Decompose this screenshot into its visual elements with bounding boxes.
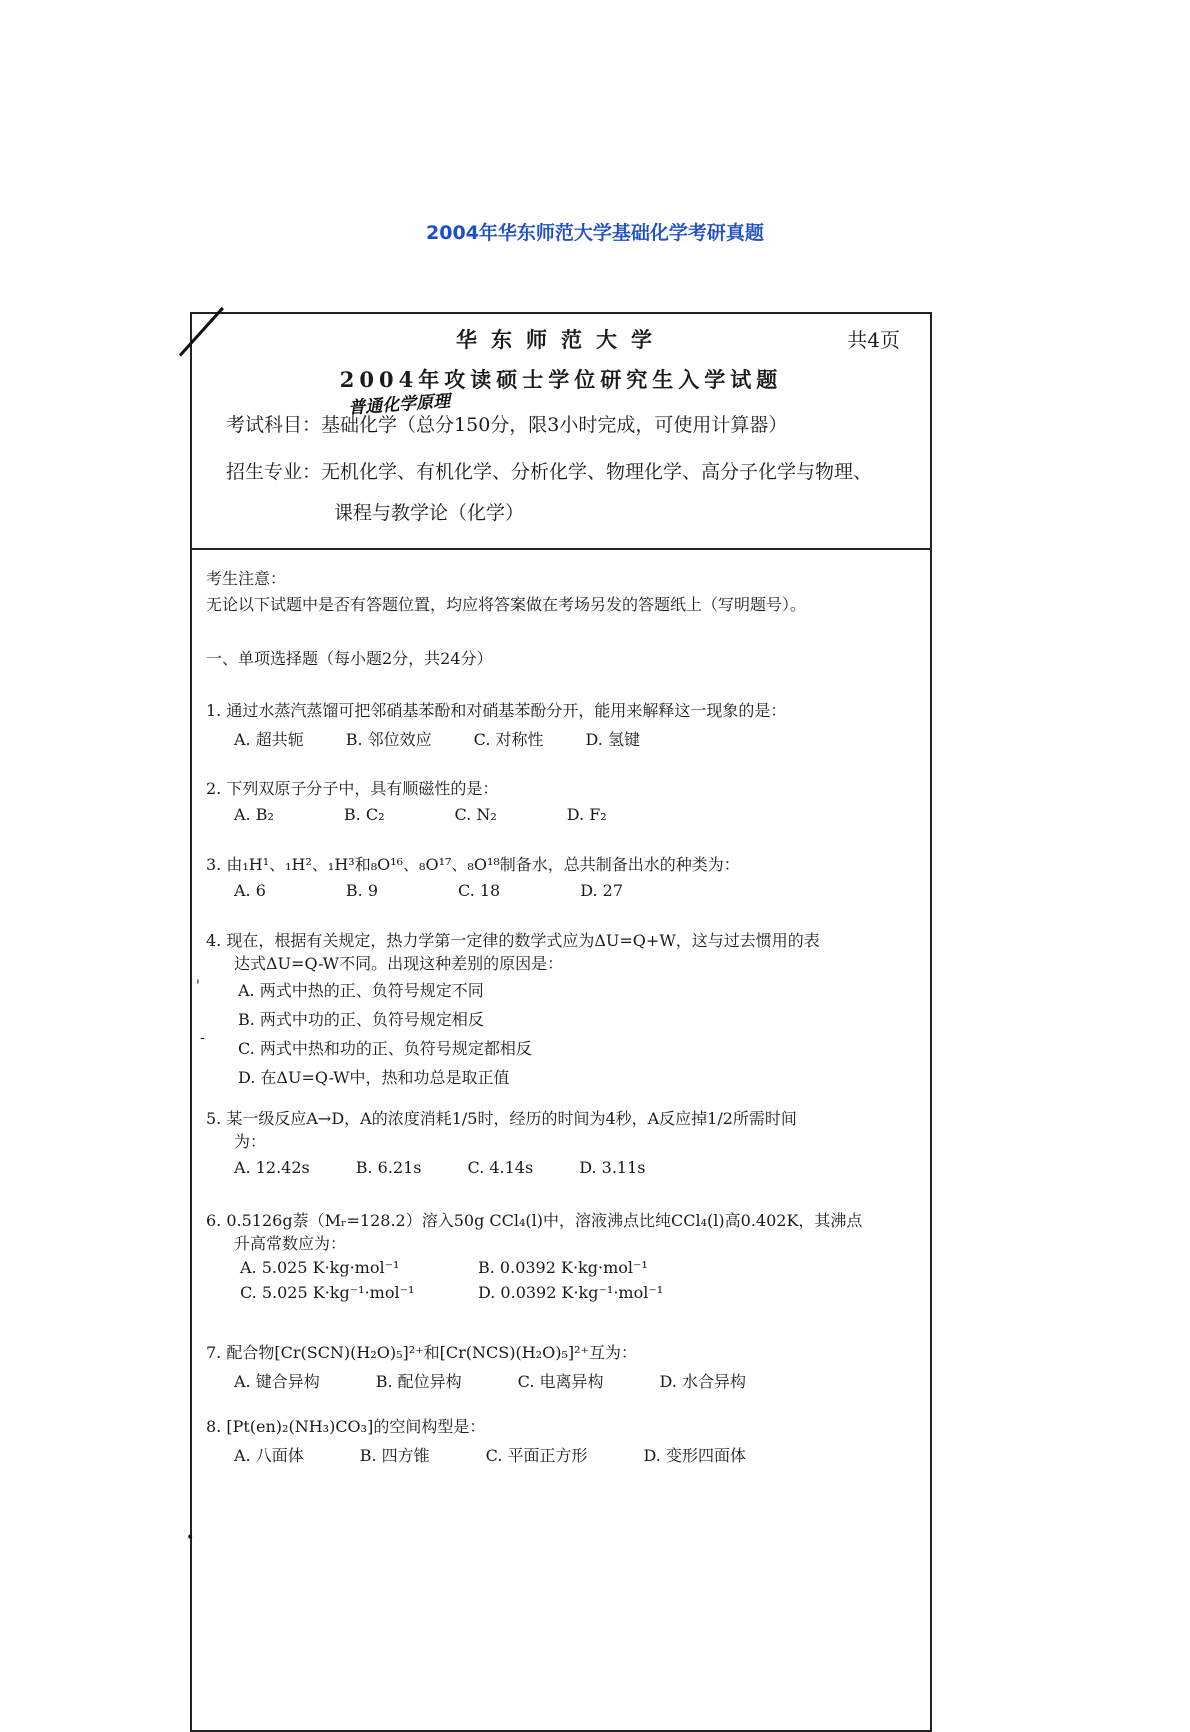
notice-title: 考生注意： [206,569,287,588]
exam-paper [190,312,932,1732]
major-label: 招生专业： [226,461,322,483]
option-b: B. 6.21s [355,1158,422,1177]
stray-mark: • [186,1530,195,1546]
exam-subject [226,410,787,437]
option-a: A. 超共轭 [234,730,304,749]
option-b: B. 两式中功的正、负符号规定相反 [238,1010,484,1029]
question-stem: 6. 0.5126g萘（Mᵣ=128.2）溶入50g CCl₄(l)中，溶液沸点比纯CCl₄(l)高0.402K，其沸点 [206,1211,863,1230]
major-line-2: 课程与教学论（化学） [334,502,525,524]
option-a: A. 两式中热的正、负符号规定不同 [238,981,484,1000]
major-line-1: 无机化学、有机化学、分析化学、物理化学、高分子化学与物理、 [321,461,873,483]
subject-text: 基础化学（总分150分，限3小时完成，可使用计算器） [321,414,788,436]
option-d: D. 氢键 [585,730,640,749]
option-d: D. 3.11s [579,1158,646,1177]
option-d: D. 变形四面体 [643,1446,746,1465]
option-c: C. 18 [458,881,501,900]
option-b: B. 9 [345,881,379,900]
option-b: B. C₂ [343,805,385,824]
subject-label: 考试科目： [226,414,322,436]
option-d: D. 27 [580,881,624,900]
option-b: B. 配位异构 [375,1372,462,1391]
document-title: 2004年华东师范大学基础化学考研真题 [426,222,764,244]
question-5 [206,1106,918,1177]
exam-header [192,314,930,550]
exam-name: 2004年攻读硕士学位研究生入学试题 [339,367,783,392]
option-c: C. 4.14s [467,1158,534,1177]
question-stem: 7. 配合物[Cr(SCN)(H₂O)₅]²⁺和[Cr(NCS)(H₂O)₅]²⁺互为： [206,1343,637,1362]
option-c: C. 对称性 [473,730,544,749]
question-stem: 3. 由₁H¹、₁H²、₁H³和₈O¹⁶、₈O¹⁷、₈O¹⁸制备水，总共制备出水的种类为： [206,855,740,874]
question-stem: 4. 现在，根据有关规定，热力学第一定律的数学式应为ΔU=Q+W，这与过去惯用的表 [206,931,820,950]
stray-mark: ' [196,978,200,994]
option-a: A. B₂ [234,805,274,824]
stray-mark: - [200,1030,205,1046]
handwritten-note: 普通化学原理 [347,391,451,419]
option-b: B. 0.0392 K·kg·mol⁻¹ [478,1258,648,1277]
option-b: B. 邻位效应 [345,730,432,749]
option-d: D. 在ΔU=Q-W中，热和功总是取正值 [238,1068,510,1087]
question-stem-cont: 达式ΔU=Q-W不同。出现这种差别的原因是： [234,954,564,973]
question-7 [206,1340,918,1392]
question-2 [206,776,918,824]
option-a: A. 12.42s [234,1158,310,1177]
question-stem-cont: 为： [234,1132,267,1151]
option-a: A. 6 [234,881,266,900]
question-6 [206,1208,918,1302]
question-stem-cont: 升高常数应为： [234,1234,347,1253]
option-a: A. 键合异构 [234,1372,320,1391]
question-stem: 1. 通过水蒸汽蒸馏可把邻硝基苯酚和对硝基苯酚分开，能用来解释这一现象的是： [206,701,787,720]
question-3 [206,852,918,900]
option-d: D. F₂ [566,805,607,824]
option-a: A. 5.025 K·kg·mol⁻¹ [240,1258,400,1277]
university-name: 华东师范大学 [456,327,666,352]
option-d: D. 0.0392 K·kg⁻¹·mol⁻¹ [478,1283,664,1302]
question-4 [206,928,918,1094]
question-1 [206,698,918,750]
option-d: D. 水合异构 [659,1372,746,1391]
section-heading: 一、单项选择题（每小题2分，共24分） [206,649,493,668]
exam-major [226,452,916,534]
question-stem: 8. [Pt(en)₂(NH₃)CO₃]的空间构型是： [206,1417,486,1436]
question-8 [206,1414,918,1466]
question-stem: 5. 某一级反应A→D，A的浓度消耗1/5时，经历的时间为4秒，A反应掉1/2所需时间 [206,1109,797,1128]
option-b: B. 四方锥 [359,1446,430,1465]
question-stem: 2. 下列双原子分子中，具有顺磁性的是： [206,779,499,798]
notice-text: 无论以下试题中是否有答题位置，均应将答案做在考场另发的答题纸上（写明题号）。 [206,595,807,614]
option-c: C. 电离异构 [517,1372,604,1391]
page-count: 共4页 [847,328,900,352]
option-c: C. N₂ [454,805,497,824]
option-c: C. 两式中热和功的正、负符号规定都相反 [238,1039,532,1058]
option-a: A. 八面体 [234,1446,304,1465]
option-c: C. 平面正方形 [485,1446,588,1465]
option-c: C. 5.025 K·kg⁻¹·mol⁻¹ [240,1283,415,1302]
